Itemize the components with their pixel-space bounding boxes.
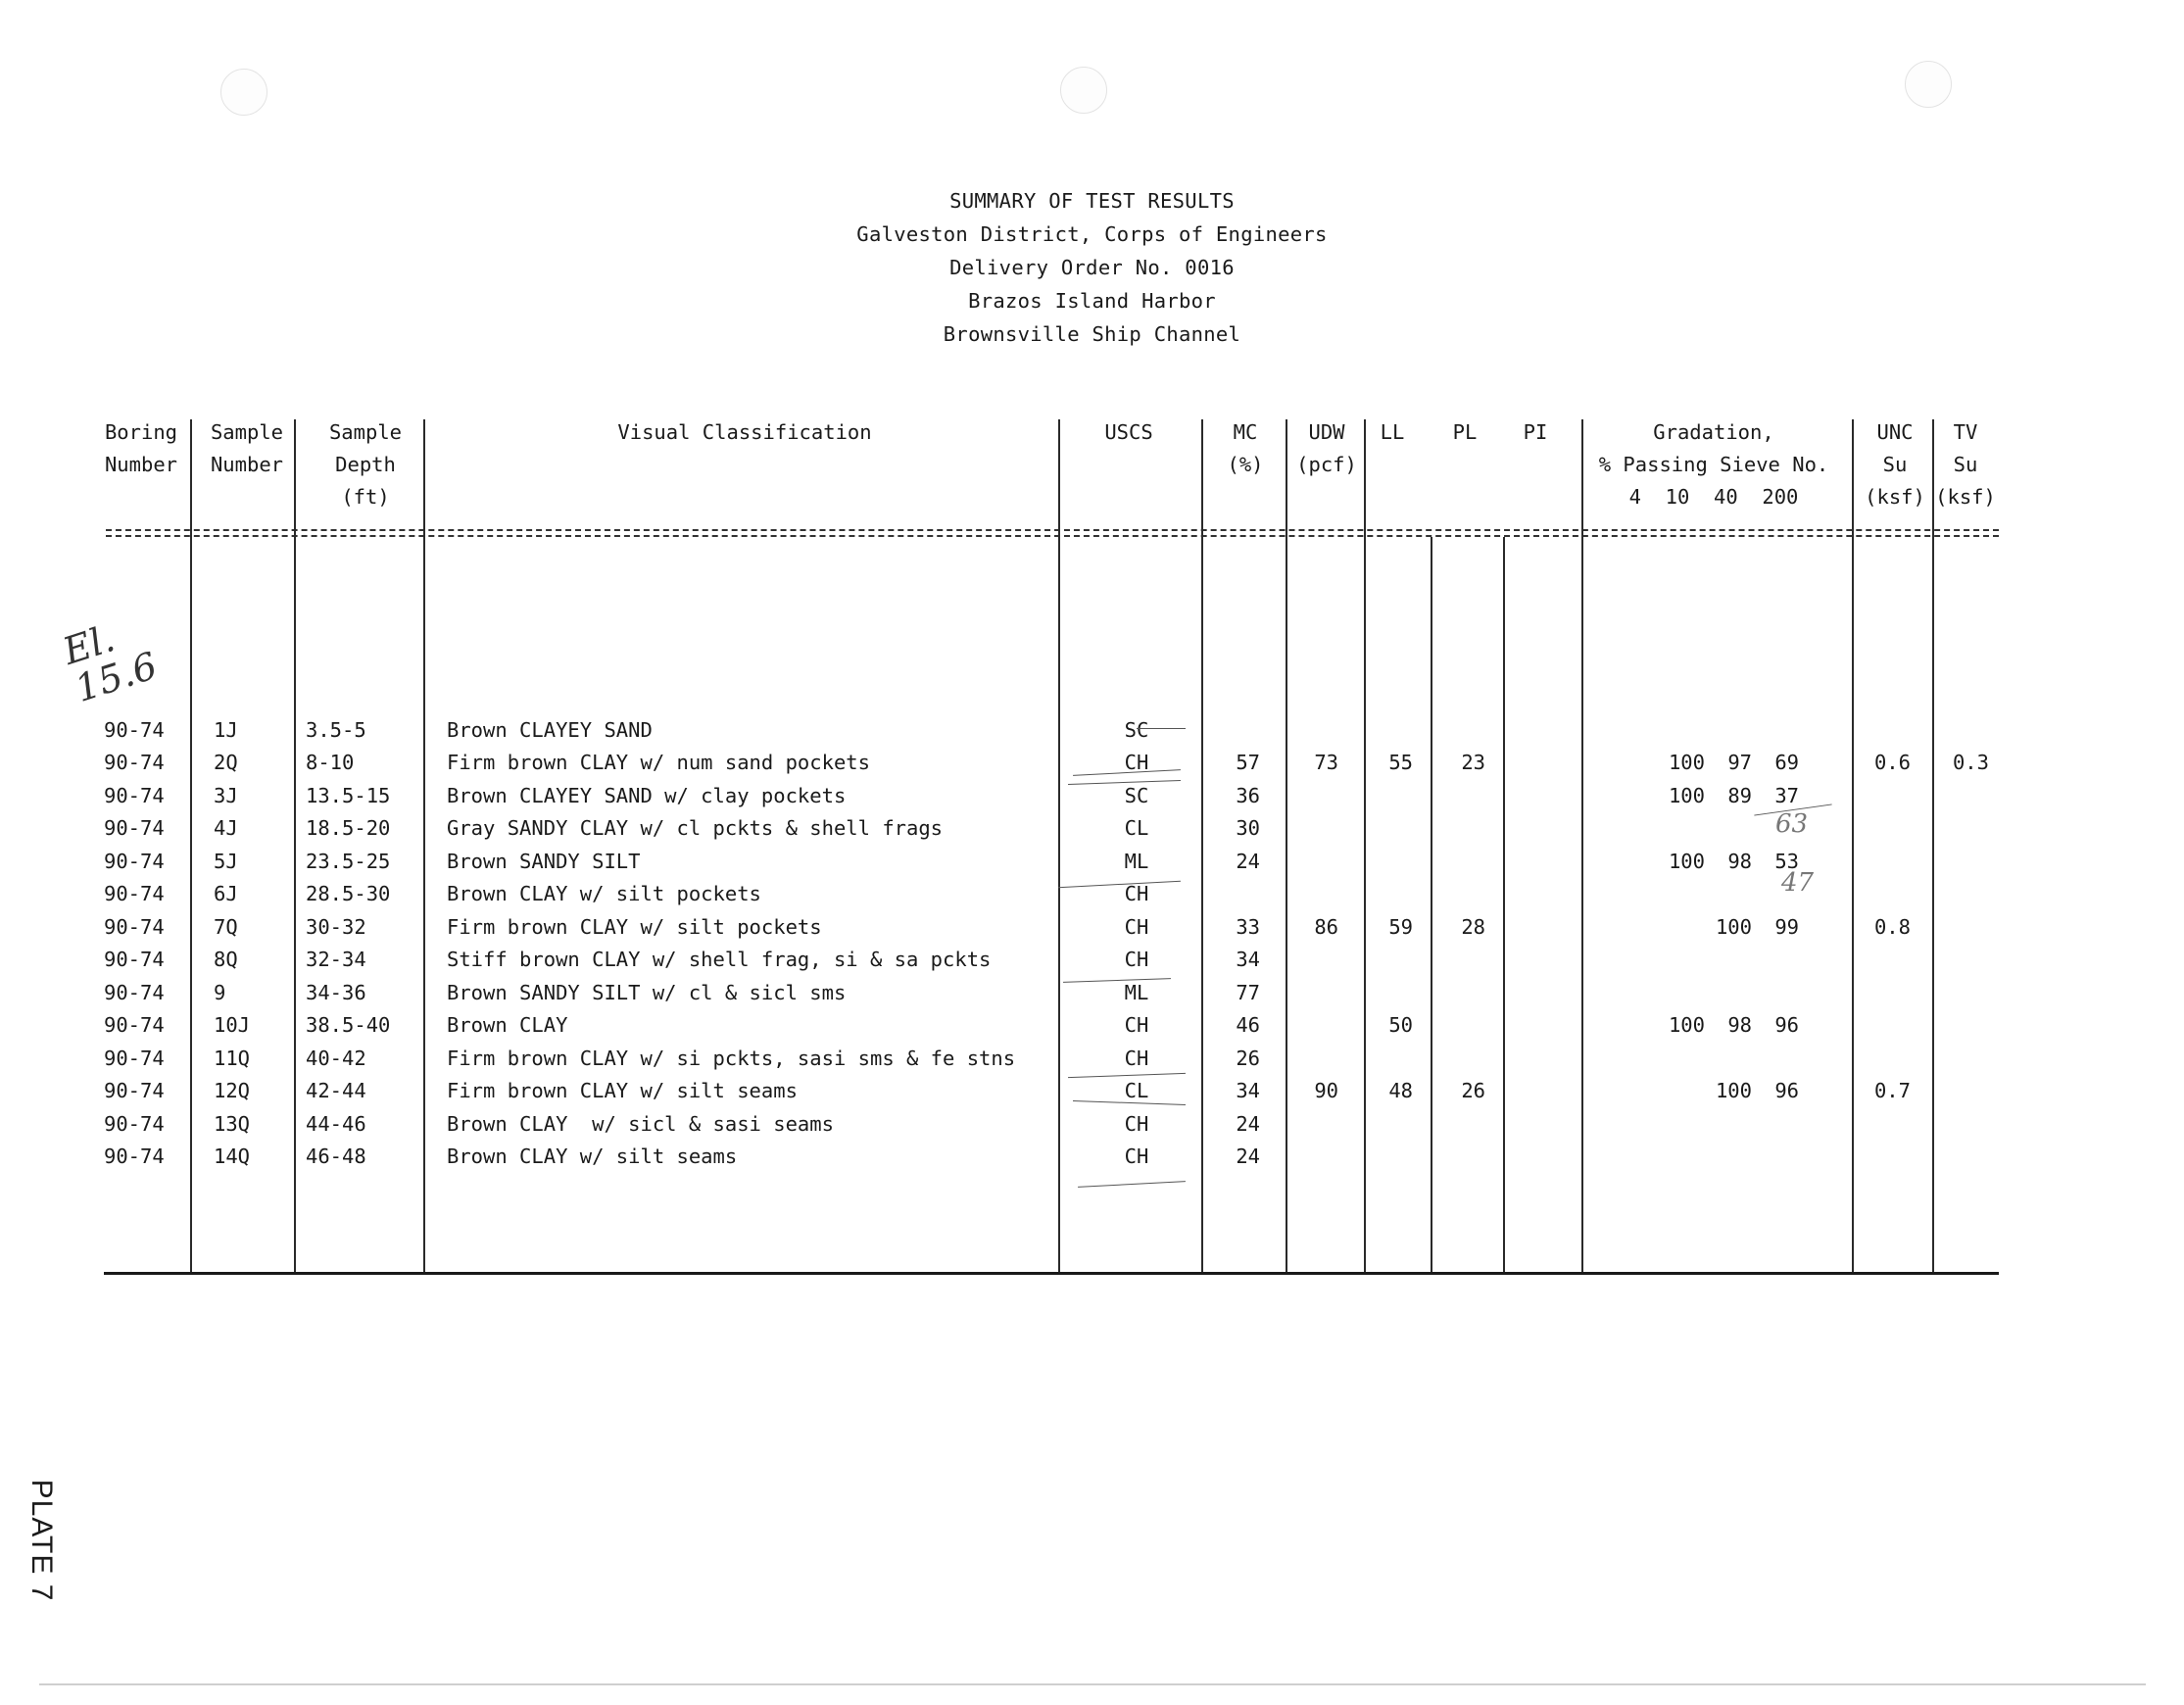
cell-g200: 99 (1774, 915, 1799, 939)
cell-uscs: SC (1124, 718, 1149, 742)
header-udw: UDW (pcf) (1296, 420, 1357, 476)
cell-uscs: ML (1124, 850, 1149, 873)
cell-g10: 100 (1668, 1013, 1705, 1037)
cell-pl: 23 (1461, 751, 1485, 774)
column-divider (1286, 419, 1287, 1274)
cell-g40: 100 (1715, 1079, 1752, 1102)
cell-g200: 69 (1774, 751, 1799, 774)
cell-description: Firm brown CLAY w/ silt seams (447, 1079, 798, 1102)
cell-boring: 90-74 (104, 948, 165, 971)
cell-ll: 55 (1388, 751, 1413, 774)
column-divider (1364, 419, 1366, 1274)
handwritten-elevation: El. 15.6 (58, 616, 163, 711)
cell-sample: 5J (214, 850, 238, 873)
handwritten-note: 47 (1781, 868, 1815, 898)
cell-sample: 10J (214, 1013, 251, 1037)
column-divider (1431, 537, 1432, 1274)
punch-hole-left (220, 69, 267, 116)
cell-mc: 34 (1236, 948, 1260, 971)
cell-g40: 89 (1727, 784, 1752, 807)
cell-mc: 34 (1236, 1079, 1260, 1102)
header-boring-number: Boring Number (104, 420, 178, 476)
cell-depth: 32-34 (306, 948, 366, 971)
cell-boring: 90-74 (104, 882, 165, 905)
cell-description: Gray SANDY CLAY w/ cl pckts & shell frags (447, 816, 944, 840)
cell-depth: 13.5-15 (306, 784, 391, 807)
cell-g200: 96 (1774, 1013, 1799, 1037)
header-gradation: Gradation, % Passing Sieve No. 4 10 40 200 (1598, 420, 1829, 509)
column-divider (294, 419, 296, 1274)
cell-depth: 3.5-5 (306, 718, 366, 742)
cell-sample: 13Q (214, 1112, 251, 1136)
header-ll: LL (1380, 420, 1405, 444)
cell-boring: 90-74 (104, 1013, 165, 1037)
header-visual-classification: Visual Classification (617, 420, 872, 444)
cell-unc: 0.7 (1873, 1079, 1911, 1102)
header-separator-top (106, 529, 1999, 531)
cell-mc: 24 (1236, 1112, 1260, 1136)
header-uscs: USCS (1104, 420, 1153, 444)
pencil-mark (1137, 728, 1186, 729)
cell-boring: 90-74 (104, 718, 165, 742)
cell-g200: 96 (1774, 1079, 1799, 1102)
cell-boring: 90-74 (104, 816, 165, 840)
cell-tv: 0.3 (1952, 751, 1989, 774)
cell-unc: 0.6 (1873, 751, 1911, 774)
cell-boring: 90-74 (104, 1079, 165, 1102)
document-title (0, 184, 2184, 351)
handwritten-note: 63 (1775, 809, 1809, 839)
cell-boring: 90-74 (104, 784, 165, 807)
header-pi: PI (1523, 420, 1548, 444)
cell-description: Brown CLAYEY SAND (447, 718, 653, 742)
cell-sample: 1J (214, 718, 238, 742)
cell-ll: 59 (1388, 915, 1413, 939)
cell-g200: 37 (1774, 784, 1799, 807)
cell-depth: 46-48 (306, 1145, 366, 1168)
header-sample-depth: Sample Depth (ft) (328, 420, 403, 509)
cell-g10: 100 (1668, 784, 1705, 807)
title-line-4: Brazos Island Harbor (968, 289, 1216, 313)
header-tv-su: TV Su (ksf) (1935, 420, 1996, 509)
cell-boring: 90-74 (104, 751, 165, 774)
cell-mc: 24 (1236, 1145, 1260, 1168)
cell-g40: 98 (1727, 850, 1752, 873)
table-bottom-rule (104, 1272, 1999, 1275)
cell-description: Stiff brown CLAY w/ shell frag, si & sa pckts (447, 948, 992, 971)
cell-uscs: ML (1124, 981, 1149, 1004)
cell-description: Firm brown CLAY w/ num sand pockets (447, 751, 870, 774)
cell-boring: 90-74 (104, 1145, 165, 1168)
cell-mc: 26 (1236, 1047, 1260, 1070)
cell-depth: 28.5-30 (306, 882, 391, 905)
cell-uscs: CH (1124, 882, 1149, 905)
cell-udw: 86 (1314, 915, 1338, 939)
cell-sample: 6J (214, 882, 238, 905)
cell-sample: 2Q (214, 751, 238, 774)
cell-mc: 36 (1236, 784, 1260, 807)
cell-depth: 18.5-20 (306, 816, 391, 840)
cell-depth: 23.5-25 (306, 850, 391, 873)
cell-boring: 90-74 (104, 850, 165, 873)
cell-description: Brown CLAY w/ sicl & sasi seams (447, 1112, 834, 1136)
cell-uscs: SC (1124, 784, 1149, 807)
column-divider (1058, 419, 1060, 1274)
column-divider (190, 419, 192, 1274)
header-sample-number: Sample Number (210, 420, 284, 476)
cell-sample: 12Q (214, 1079, 251, 1102)
cell-depth: 44-46 (306, 1112, 366, 1136)
cell-g200: 53 (1774, 850, 1799, 873)
column-divider (1503, 537, 1505, 1274)
cell-uscs: CH (1124, 1047, 1149, 1070)
column-divider (1201, 419, 1203, 1274)
cell-description: Brown SANDY SILT (447, 850, 641, 873)
cell-uscs: CL (1124, 816, 1149, 840)
cell-mc: 24 (1236, 850, 1260, 873)
cell-g40: 98 (1727, 1013, 1752, 1037)
cell-depth: 8-10 (306, 751, 355, 774)
cell-boring: 90-74 (104, 915, 165, 939)
cell-sample: 4J (214, 816, 238, 840)
title-line-5: Brownsville Ship Channel (943, 322, 1241, 346)
cell-depth: 42-44 (306, 1079, 366, 1102)
cell-sample: 7Q (214, 915, 238, 939)
cell-description: Brown CLAY w/ silt pockets (447, 882, 761, 905)
punch-hole-right (1905, 61, 1952, 108)
header-unc-su: UNC Su (ksf) (1865, 420, 1925, 509)
cell-mc: 77 (1236, 981, 1260, 1004)
cell-mc: 46 (1236, 1013, 1260, 1037)
cell-g10: 100 (1668, 751, 1705, 774)
cell-uscs: CH (1124, 915, 1149, 939)
cell-sample: 14Q (214, 1145, 251, 1168)
cell-sample: 8Q (214, 948, 238, 971)
cell-udw: 90 (1314, 1079, 1338, 1102)
pencil-mark (1078, 1181, 1186, 1188)
cell-sample: 11Q (214, 1047, 251, 1070)
cell-boring: 90-74 (104, 981, 165, 1004)
cell-uscs: CH (1124, 1013, 1149, 1037)
cell-g40: 97 (1727, 751, 1752, 774)
title-line-2: Galveston District, Corps of Engineers (856, 222, 1328, 246)
title-line-1: SUMMARY OF TEST RESULTS (949, 189, 1235, 213)
cell-description: Brown CLAYEY SAND w/ clay pockets (447, 784, 847, 807)
cell-uscs: CL (1124, 1079, 1149, 1102)
punch-hole-center (1060, 67, 1107, 114)
cell-uscs: CH (1124, 751, 1149, 774)
cell-depth: 38.5-40 (306, 1013, 391, 1037)
cell-ll: 50 (1388, 1013, 1413, 1037)
cell-pl: 28 (1461, 915, 1485, 939)
plate-label-text: PLATE 7 (25, 1479, 58, 1602)
header-mc: MC (%) (1227, 420, 1264, 476)
cell-description: Brown CLAY (447, 1013, 568, 1037)
cell-g40: 100 (1715, 915, 1752, 939)
cell-ll: 48 (1388, 1079, 1413, 1102)
column-divider (423, 419, 425, 1274)
cell-description: Firm brown CLAY w/ si pckts, sasi sms & fe stns (447, 1047, 1016, 1070)
cell-udw: 73 (1314, 751, 1338, 774)
cell-uscs: CH (1124, 948, 1149, 971)
column-divider (1581, 419, 1583, 1274)
cell-mc: 33 (1236, 915, 1260, 939)
header-pl: PL (1452, 420, 1478, 444)
cell-description: Firm brown CLAY w/ silt pockets (447, 915, 822, 939)
cell-uscs: CH (1124, 1112, 1149, 1136)
page-bottom-edge (39, 1683, 2146, 1685)
cell-depth: 40-42 (306, 1047, 366, 1070)
cell-description: Brown CLAY w/ silt seams (447, 1145, 738, 1168)
cell-mc: 57 (1236, 751, 1260, 774)
cell-depth: 30-32 (306, 915, 366, 939)
cell-description: Brown SANDY SILT w/ cl & sicl sms (447, 981, 847, 1004)
cell-pl: 26 (1461, 1079, 1485, 1102)
cell-g10: 100 (1668, 850, 1705, 873)
title-line-3: Delivery Order No. 0016 (949, 256, 1235, 279)
column-divider (1852, 419, 1854, 1274)
cell-sample: 9 (214, 981, 226, 1004)
cell-sample: 3J (214, 784, 238, 807)
column-divider (1932, 419, 1934, 1274)
cell-depth: 34-36 (306, 981, 366, 1004)
cell-boring: 90-74 (104, 1112, 165, 1136)
cell-boring: 90-74 (104, 1047, 165, 1070)
cell-mc: 30 (1236, 816, 1260, 840)
header-separator-bottom (106, 535, 1999, 537)
cell-uscs: CH (1124, 1145, 1149, 1168)
plate-label (12, 1470, 71, 1607)
cell-unc: 0.8 (1873, 915, 1911, 939)
